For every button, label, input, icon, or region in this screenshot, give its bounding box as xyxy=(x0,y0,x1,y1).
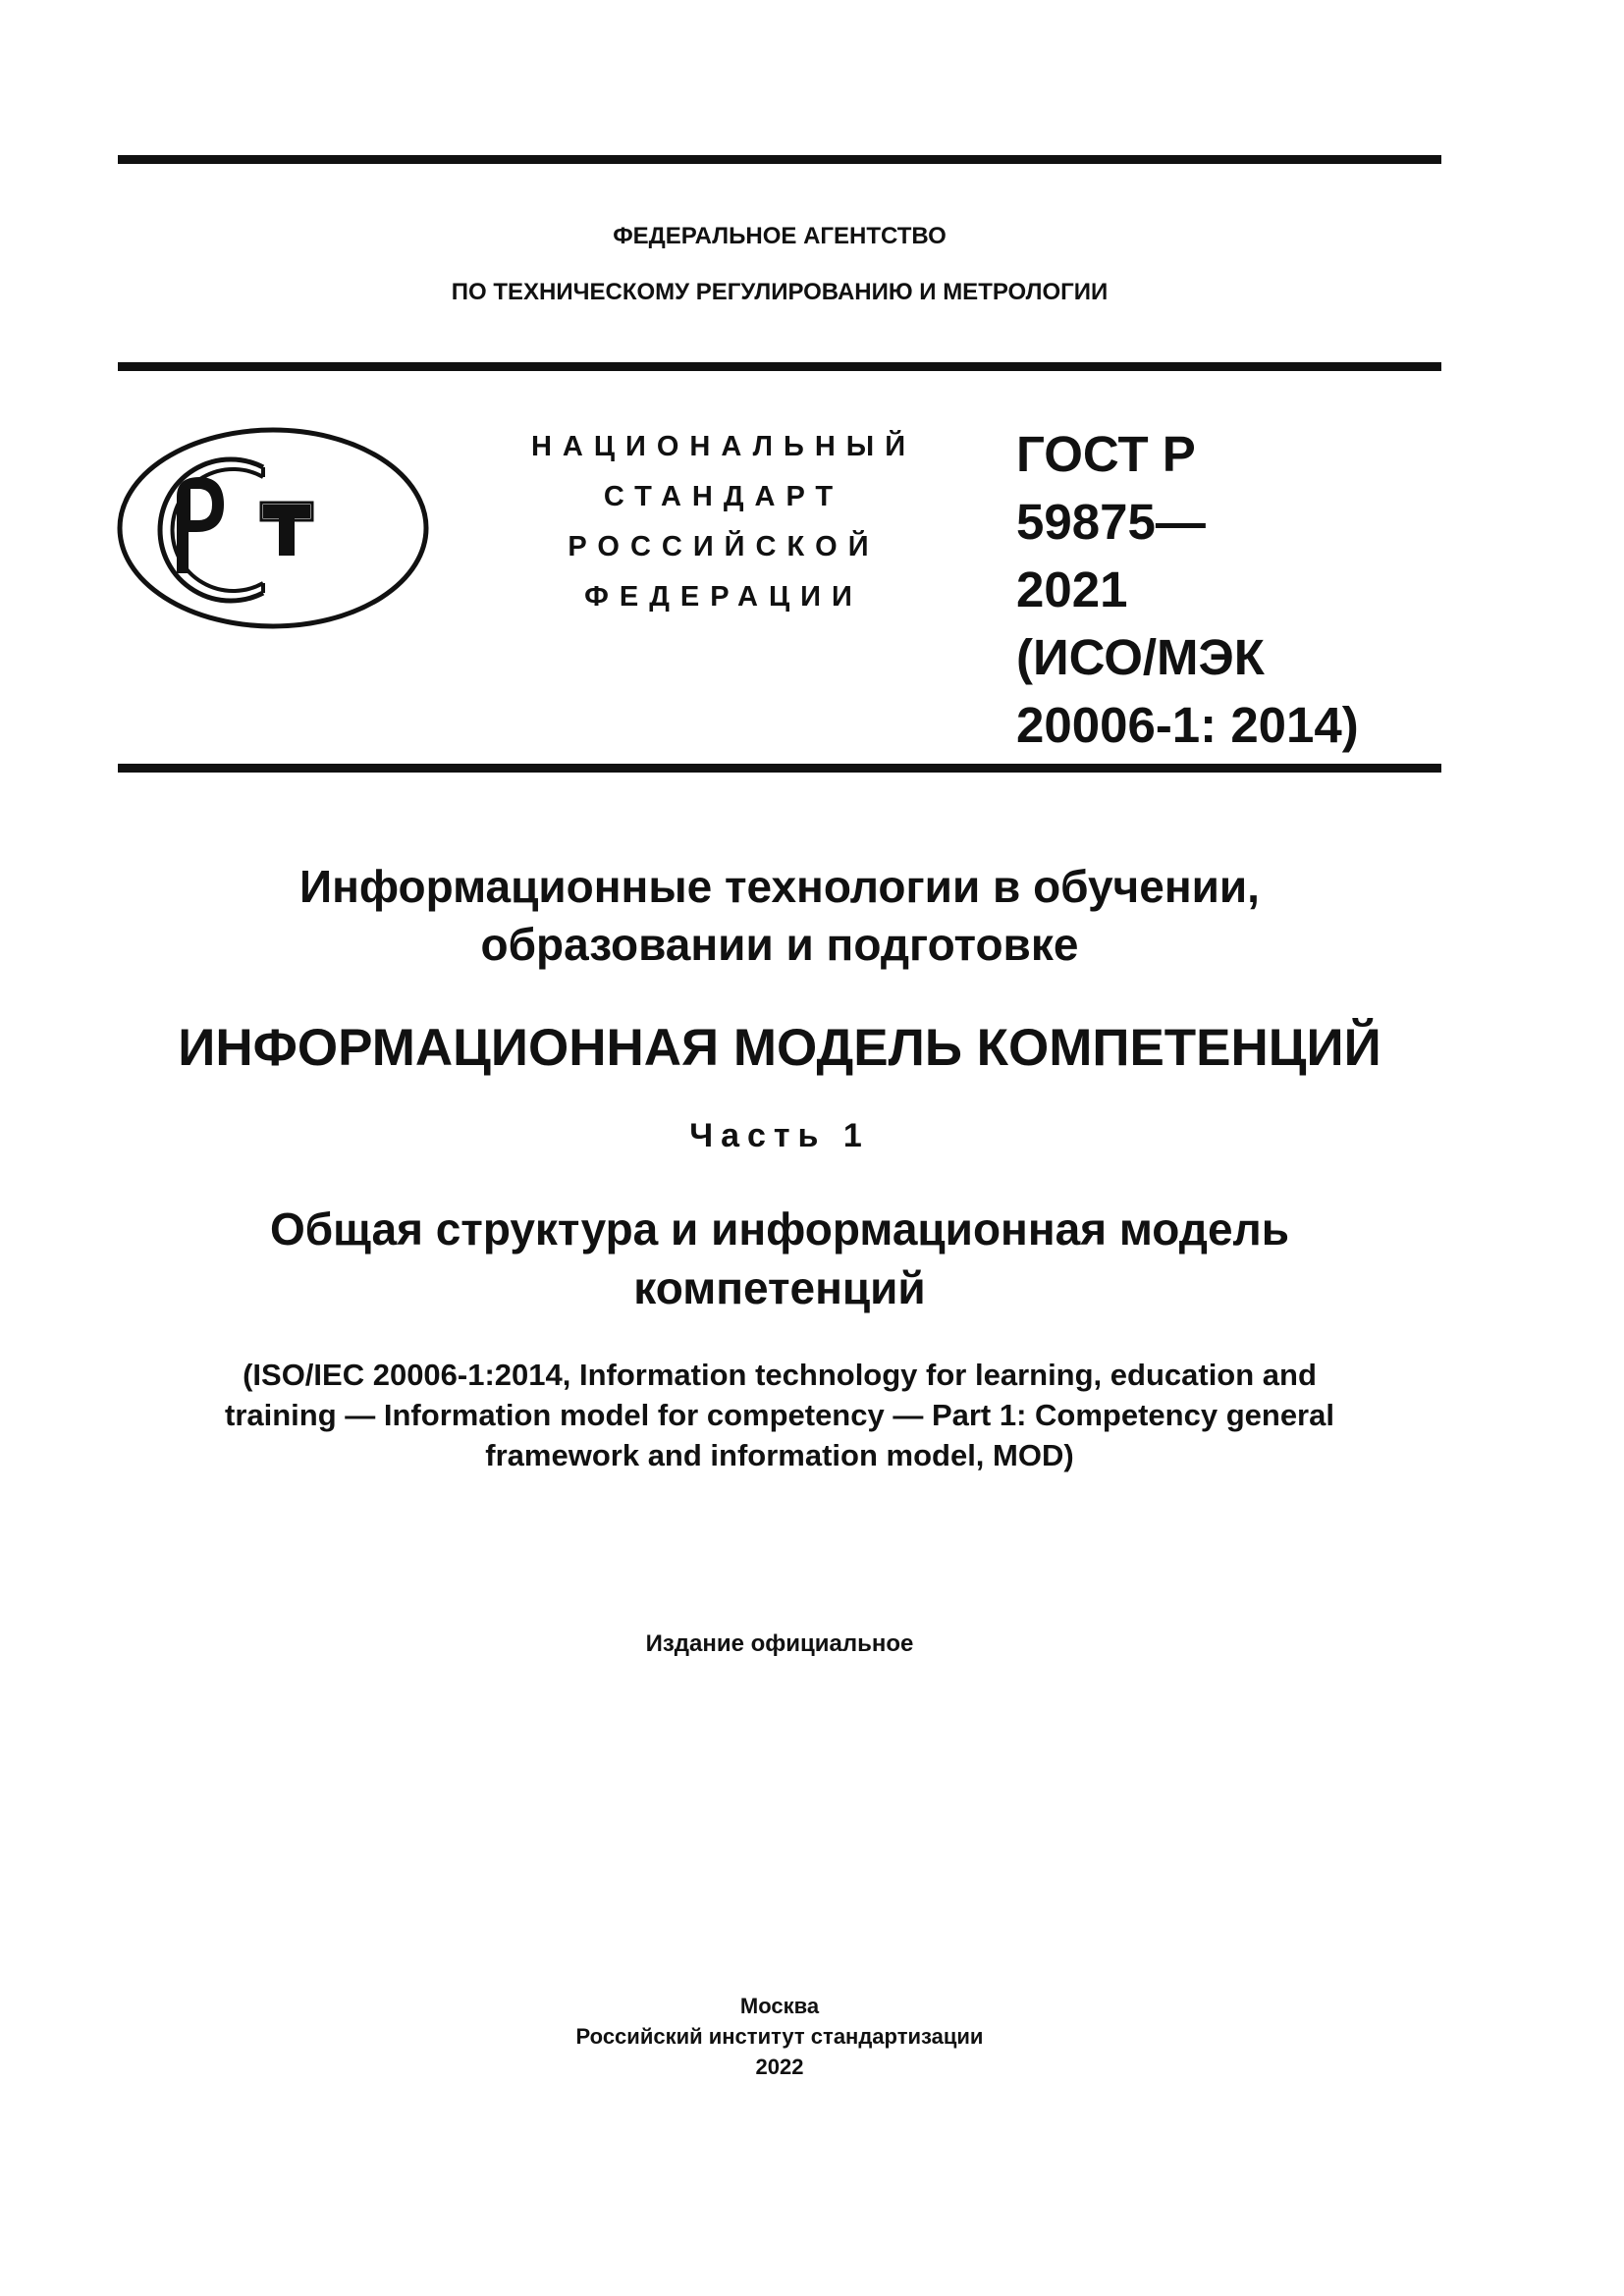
subtitle-line-2: компетенций xyxy=(633,1262,926,1313)
original-title xyxy=(118,1355,1441,1475)
header-rule xyxy=(118,362,1441,371)
edition-label: Издание официальное xyxy=(645,1630,914,1657)
bottom-header-rule xyxy=(118,764,1441,773)
nat-line: ФЕДЕРАЦИИ xyxy=(584,581,863,613)
rst-logo-icon xyxy=(116,426,432,632)
part-label: Часть 1 xyxy=(689,1117,870,1154)
designation-line: ГОСТ Р xyxy=(1016,426,1196,482)
imprint xyxy=(118,1991,1441,2082)
agency-line-1: ФЕДЕРАЛЬНОЕ АГЕНТСТВО xyxy=(613,223,947,249)
original-line: framework and information model, MOD) xyxy=(485,1438,1074,1472)
nat-line: РОССИЙСКОЙ xyxy=(568,531,880,562)
top-rule xyxy=(118,155,1441,164)
main-title: ИНФОРМАЦИОННАЯ МОДЕЛЬ КОМПЕТЕНЦИЙ xyxy=(178,1019,1381,1077)
title-line-2: образовании и подготовке xyxy=(480,919,1079,970)
subtitle-line-1: Общая структура и информационная модель xyxy=(269,1203,1290,1255)
imprint-year: 2022 xyxy=(755,2055,804,2079)
designation-line: (ИСО/МЭК xyxy=(1016,629,1265,685)
imprint-publisher: Российский институт стандартизации xyxy=(575,2024,984,2049)
nat-line: НАЦИОНАЛЬНЫЙ xyxy=(530,431,917,462)
title-line-1: Информационные технологии в обучении, xyxy=(299,861,1260,912)
original-line: (ISO/IEC 20006-1:2014, Information technology for learning, education and xyxy=(243,1358,1317,1392)
nat-line: СТАНДАРТ xyxy=(603,481,844,512)
national-standard-label xyxy=(491,422,956,622)
designation-line: 20006-1: 2014) xyxy=(1016,697,1359,753)
designation-line: 2021 xyxy=(1016,561,1128,617)
imprint-city: Москва xyxy=(739,1994,820,2018)
original-line: training — Information model for competency — Part 1: Competency general xyxy=(225,1398,1334,1432)
agency-line-2: ПО ТЕХНИЧЕСКОМУ РЕГУЛИРОВАНИЮ И МЕТРОЛОГИИ xyxy=(451,279,1109,305)
designation-line: 59875— xyxy=(1016,494,1206,550)
standard-designation xyxy=(1016,420,1359,759)
